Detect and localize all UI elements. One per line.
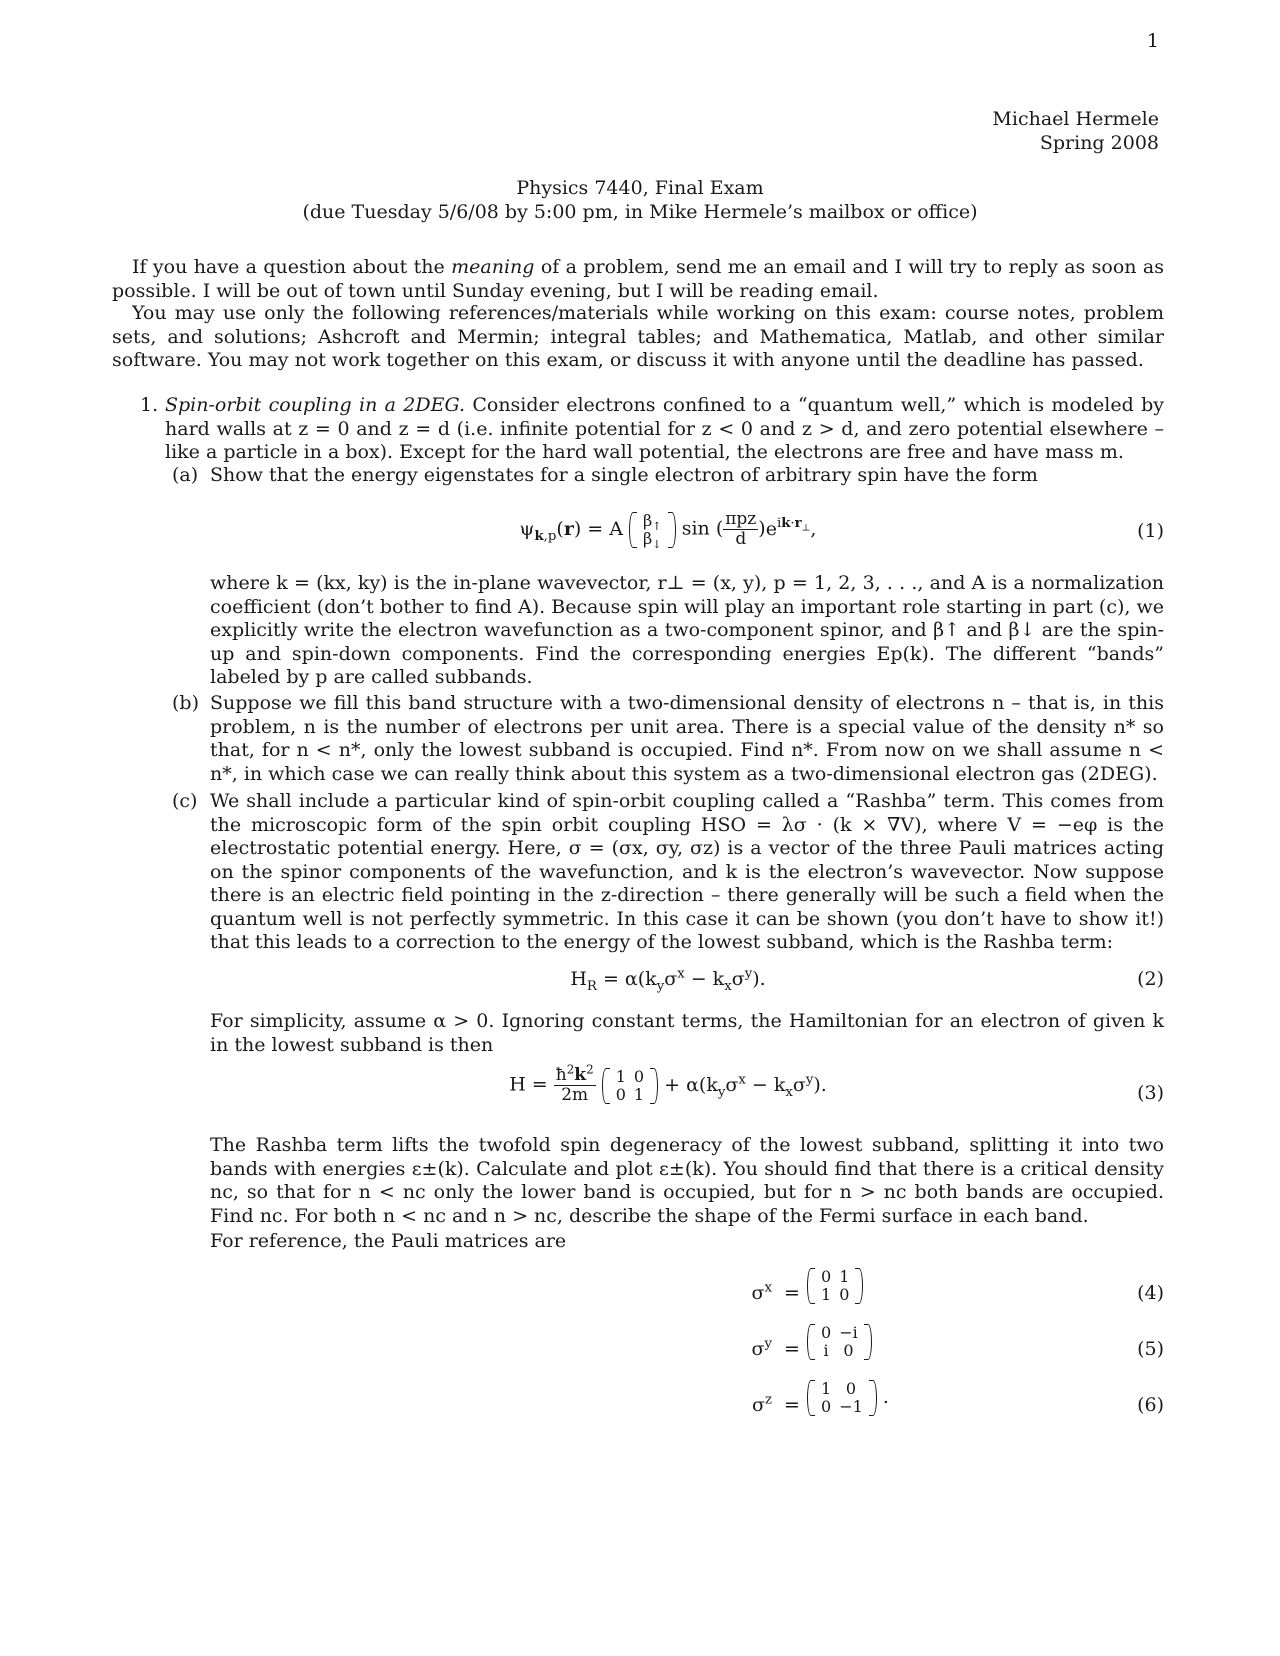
page-number: 1 xyxy=(1146,30,1159,52)
intro-p1-b: of a problem, send me an email and I will try to reply as soon as possible. I will be out of town until Sunday evening, but I will be reading email. xyxy=(112,256,1164,302)
equation-5-number: (5) xyxy=(1137,1338,1164,1360)
author-term: Spring 2008 xyxy=(1039,131,1159,154)
sigma-x-symbol: $\sigma^x$ xyxy=(751,1280,772,1304)
part-c xyxy=(172,790,1164,955)
equation-4-number: (4) xyxy=(1137,1282,1164,1304)
part-b-text: Suppose we fill this band structure with a two-dimensional density of electrons n – that is, in this problem, n is the number of electrons per unit area. There is a special value of the density n* so that, for n < n*, only the lowest subband is occupied. Find n*. From now on we shall assume n < n*, in which case we can really think about this system as a two-dimensional electron gas (2DEG). xyxy=(210,692,1164,785)
title-block xyxy=(0,177,1280,224)
exam-title: Physics 7440, Final Exam xyxy=(516,177,764,199)
part-b xyxy=(172,692,1164,786)
part-a-explanation: where k = (kx, ky) is the in-plane wavevector, r⊥ = (x, y), p = 1, 2, 3, . . ., and A is a normalization coefficient (don’t bother to find A). Because spin will play an important role starting in part (c), we explicitly write the electron wavefunction as a two-component spinor, and β↑ and β↓ are the spin-up and spin-down components. Find the corresponding energies Ep(k). The different “bands” labeled by p are called subbands. xyxy=(210,572,1164,688)
equation-5: $\sigma^y$ = 0 −i i 0 (5) xyxy=(172,1324,1164,1376)
part-a xyxy=(172,464,1164,488)
part-b-label: (b) xyxy=(172,692,199,714)
sigma-z-matrix: 1 0 0 −1 xyxy=(807,1380,877,1416)
sigma-y-matrix: 0 −i i 0 xyxy=(807,1324,872,1360)
equation-2-body: $H_R = \alpha(k_y\sigma^x - k_x\sigma^y)$. xyxy=(570,966,766,994)
exam-due-date: (due Tuesday 5/6/08 by 5:00 pm, in Mike Hermele’s mailbox or office) xyxy=(302,200,978,223)
sigma-x-matrix: 0 1 1 0 xyxy=(807,1268,863,1304)
part-c-assumption: For simplicity, assume α > 0. Ignoring constant terms, the Hamiltonian for an electron of given k in the lowest subband is then xyxy=(210,1010,1164,1056)
pauli-intro: For reference, the Pauli matrices are xyxy=(210,1230,567,1252)
author-name: Michael Hermele xyxy=(992,108,1159,130)
author-block xyxy=(992,108,1159,155)
equation-4: $\sigma^x$ = 0 1 1 0 (4) xyxy=(172,1268,1164,1320)
equation-6-number: (6) xyxy=(1137,1394,1164,1416)
part-c-rashba-task: The Rashba term lifts the twofold spin degeneracy of the lowest subband, splitting it into two bands with energies ε±(k). Calculate and plot ε±(k). You should find that there is a critical density nc, so that for n < nc only the lower band is occupied, but for n > nc both bands are occupied. Find nc. For both n < nc and n > nc, describe the shape of the Fermi surface in each band. xyxy=(210,1134,1164,1227)
sigma-z-symbol: $\sigma^z$ xyxy=(752,1392,772,1416)
equation-6: $\sigma^z$ = 1 0 0 −1 . (6) xyxy=(172,1380,1164,1432)
equation-2-number: (2) xyxy=(1137,968,1164,990)
intro-p1-a: If you have a question about the xyxy=(132,256,452,278)
part-a-label: (a) xyxy=(172,464,199,486)
intro-paragraph-2: You may use only the following references/materials while working on this exam: course notes, problem sets, and solutions; Ashcroft and Mermin; integral tables; and Mathematica, Matlab, and other similar software. You may not work together on this exam, or discuss it with anyone until the deadline has passed. xyxy=(112,302,1164,371)
intro-paragraph-1 xyxy=(112,256,1164,303)
problem-1-statement xyxy=(165,394,1164,465)
part-a-intro: Show that the energy eigenstates for a single electron of arbitrary spin have the form xyxy=(210,464,1038,486)
equation-1-body: $\psi_{k,p}(r) = A$ $\beta_↑$ $\beta_↓$ sin ( $\frac{\text{πpz}}{d}$ )$e^{ik\cdot r_\perp}$, xyxy=(519,509,817,551)
equation-3 xyxy=(172,1062,1164,1116)
intro-p1-emphasis: meaning xyxy=(451,256,535,278)
equation-3-number: (3) xyxy=(1137,1082,1164,1104)
part-c-label: (c) xyxy=(172,790,198,812)
sigma-y-symbol: $\sigma^y$ xyxy=(751,1336,772,1360)
part-c-text: We shall include a particular kind of spin-orbit coupling called a “Rashba” term. This comes from the microscopic form of the spin orbit coupling HSO = λσ · (k × ∇V), where V = −eφ is the electrostatic potential energy. Here, σ = (σx, σy, σz) is a vector of the three Pauli matrices acting on the spinor components of the wavefunction, and k is the electron’s wavevector. Now suppose there is an electric field pointing in the z-direction – there generally will be such a field when the quantum well is not perfectly symmetric. In this case it can be shown (you don’t have to show it!) that this leads to a correction to the energy of the lowest subband, which is the Rashba term: xyxy=(210,790,1164,953)
problem-number: 1. xyxy=(140,394,159,416)
equation-3-body: H = $\frac{ħ^2k^2}{2m}$ 1 0 0 1 + $\alpha(k_y\sigma^x - k_x\sigma^y)$. xyxy=(509,1062,827,1105)
problem-1-heading: Spin-orbit coupling in a 2DEG. xyxy=(165,394,466,416)
problem-1 xyxy=(140,394,1164,465)
equation-1 xyxy=(172,510,1164,560)
equation-1-number: (1) xyxy=(1137,520,1164,542)
problem-1-text: Consider electrons confined to a “quantum well,” which is modeled by hard walls at z = 0 and z = d (i.e. infinite potential for z < 0 and z > d, and zero potential elsewhere – like a particle in a box). Except for the hard wall potential, the electrons are free and have mass m. xyxy=(165,394,1164,463)
